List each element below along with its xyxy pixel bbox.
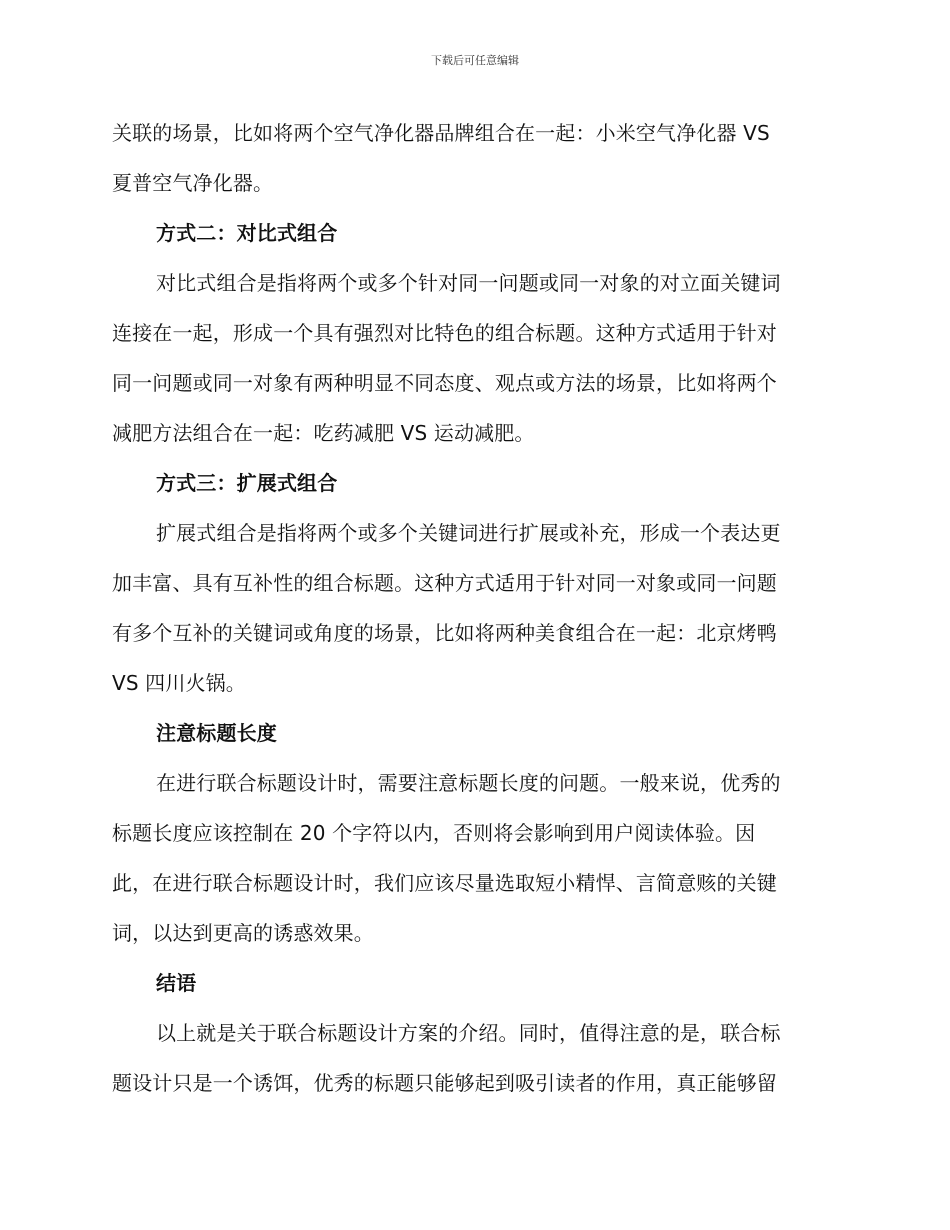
paragraph-line: 在进行联合标题设计时，需要注意标题长度的问题。一般来说，优秀的 <box>156 771 781 795</box>
paragraph-line: 此，在进行联合标题设计时，我们应该尽量选取短小精悍、言简意赅的关键 <box>112 871 777 895</box>
paragraph-line: 关联的场景，比如将两个空气净化器品牌组合在一起：小米空气净化器 VS <box>112 121 770 145</box>
page-header: 下载后可任意编辑 <box>431 54 519 67</box>
paragraph-line: 扩展式组合是指将两个或多个关键词进行扩展或补充，形成一个表达更 <box>156 521 781 545</box>
paragraph-line: 减肥方法组合在一起：吃药减肥 VS 运动减肥。 <box>112 421 535 445</box>
paragraph-line: 加丰富、具有互补性的组合标题。这种方式适用于针对同一对象或同一问题 <box>112 571 777 595</box>
section-heading: 注意标题长度 <box>156 721 277 745</box>
paragraph-line: 词，以达到更高的诱惑效果。 <box>112 921 374 945</box>
section-heading: 结语 <box>156 971 197 995</box>
paragraph-line: 连接在一起，形成一个具有强烈对比特色的组合标题。这种方式适用于针对 <box>112 321 777 345</box>
document-body <box>112 108 830 1108</box>
paragraph-line: 夏普空气净化器。 <box>112 171 274 195</box>
section-heading: 方式二：对比式组合 <box>156 221 338 245</box>
paragraph-line: 以上就是关于联合标题设计方案的介绍。同时，值得注意的是，联合标 <box>156 1021 781 1045</box>
paragraph-line: VS 四川火锅。 <box>112 671 246 695</box>
paragraph-line: 标题长度应该控制在 20 个字符以内，否则将会影响到用户阅读体验。因 <box>112 821 756 845</box>
paragraph-line: 有多个互补的关键词或角度的场景，比如将两种美食组合在一起：北京烤鸭 <box>112 621 777 645</box>
paragraph-line: 对比式组合是指将两个或多个针对同一问题或同一对象的对立面关键词 <box>156 271 781 295</box>
paragraph-line: 题设计只是一个诱饵，优秀的标题只能够起到吸引读者的作用，真正能够留 <box>112 1071 777 1095</box>
section-heading: 方式三：扩展式组合 <box>156 471 338 495</box>
paragraph-line: 同一问题或同一对象有两种明显不同态度、观点或方法的场景，比如将两个 <box>112 371 777 395</box>
